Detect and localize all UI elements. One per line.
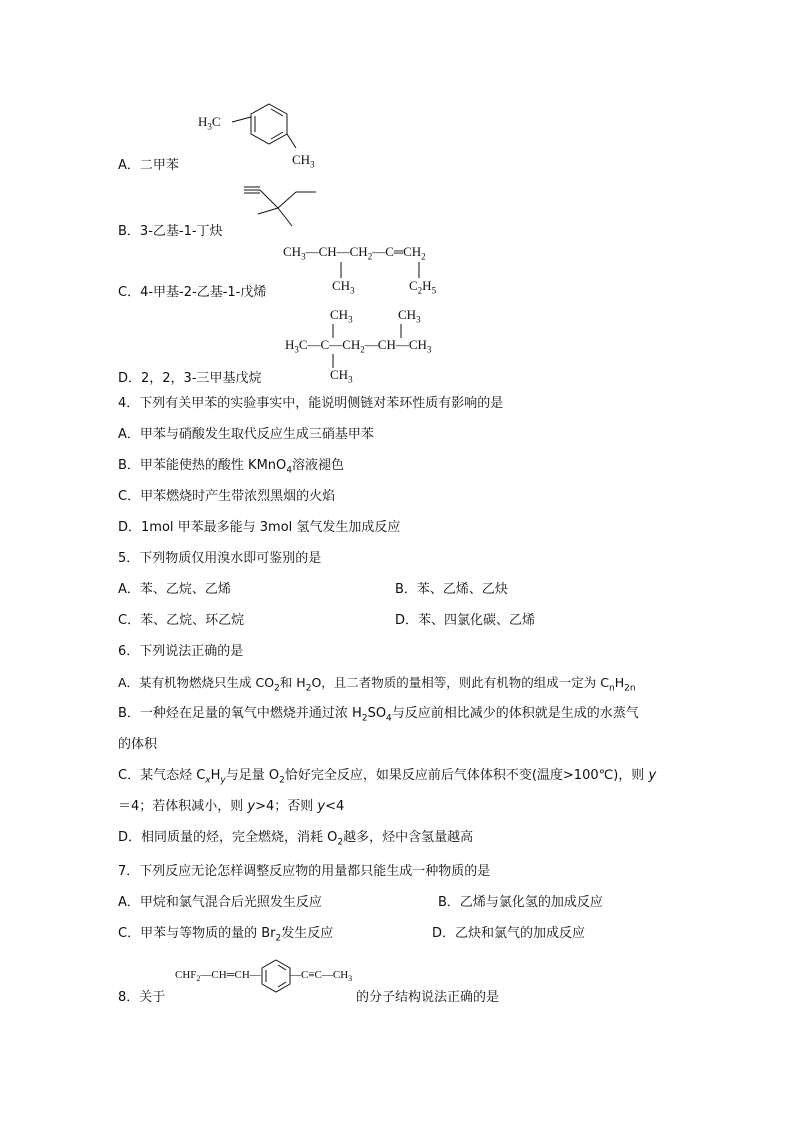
q3-option-a: A．二甲苯 [118, 158, 179, 173]
q7-option-b: B．乙烯与氯化氢的加成反应 [438, 895, 603, 910]
q7-stem: 7．下列反应无论怎样调整反应物的用量都只能生成一种物质的是 [118, 864, 491, 879]
q5-option-b: B．苯、乙烯、乙炔 [395, 582, 508, 597]
q6-option-c-line2: ＝4；若体积减小，则 y>4；否则 y<4 [118, 799, 345, 814]
q3-option-d: D．2，2，3-三甲基戊烷 [118, 371, 262, 386]
struct-d-top-ch3-1: $CH_3$ [330, 307, 353, 325]
q4-option-b: B．甲苯能使热的酸性 KMnO$_4$溶液褪色 [118, 458, 345, 476]
q3-option-c: C．4-甲基-2-乙基-1-戊烯 [118, 285, 267, 300]
q6-option-c-line1: C．某气态烃 $C_xH_y$与足量 $O_2$恰好完全反应，如果反应前后气体体积不变(温度>100℃)，则 y [118, 768, 657, 786]
struct-d-top-ch3-2: $CH_3$ [398, 307, 421, 325]
q4-option-a: A．甲苯与硝酸发生取代反应生成三硝基甲苯 [118, 427, 374, 442]
q6-option-b-line2: 的体积 [118, 737, 158, 752]
q7-option-a: A．甲烷和氯气混合后光照发生反应 [118, 895, 322, 910]
struct-8-left-group: $CHF_2—CH═CH—$ [175, 969, 261, 984]
struct-a-h3c: $H_3C$ [198, 114, 221, 132]
q4-stem: 4．下列有关甲苯的实验事实中，能说明侧链对苯环性质有影响的是 [118, 396, 504, 411]
q5-option-a: A．苯、乙烷、乙烯 [118, 582, 231, 597]
q7-option-c: C．甲苯与等物质的量的 $Br_2$发生反应 [118, 926, 334, 944]
struct-c-c2h5-branch: $C_2H_5$ [409, 278, 437, 296]
q5-option-d: D．苯、四氯化碳、乙烯 [395, 613, 536, 628]
q5-stem: 5．下列物质仅用溴水即可鉴别的是 [118, 551, 322, 566]
q7-option-d: D．乙炔和氯气的加成反应 [432, 926, 586, 941]
q3-option-b: B．3-乙基-1-丁炔 [118, 224, 223, 239]
q6-option-a: A．某有机物燃烧只生成 $CO_2$和 $H_2O$，且二者物质的量相等，则此有机物的组成一定为 $C_nH_{2n}$ [118, 675, 636, 694]
q4-option-c: C．甲苯燃烧时产生带浓烈黑烟的火焰 [118, 489, 336, 504]
q5-option-c: C．苯、乙烷、环乙烷 [118, 613, 245, 628]
q6-stem: 6．下列说法正确的是 [118, 644, 244, 659]
struct-a-benzene-ring [230, 100, 310, 160]
struct-d-main-chain: $H_3C—C—CH_2—CH—CH_3$ [285, 337, 432, 355]
q8-suffix: 的分子结构说法正确的是 [356, 990, 500, 1005]
q8-prefix: 8．关于 [118, 990, 166, 1005]
struct-c-ch3-branch: $CH_3$ [332, 278, 355, 296]
struct-d-bottom-ch3: $CH_3$ [330, 367, 353, 385]
q6-option-d: D．相同质量的烃，完全燃烧，消耗 $O_2$越多，烃中含氢量越高 [118, 830, 474, 848]
struct-8-right-group: $—C\equiv C—CH_3$ [290, 969, 353, 984]
struct-a-ch3: $CH_3$ [292, 152, 315, 170]
struct-8-benzene-ring [258, 958, 294, 994]
struct-b-skeletal [240, 184, 330, 234]
q4-option-d: D．1mol 甲苯最多能与 3mol 氢气发生加成反应 [118, 520, 401, 535]
struct-c-main-chain: $CH_3—CH—CH_2—C═CH_2$ [283, 244, 426, 262]
q6-option-b-line1: B．一种烃在足量的氧气中燃烧并通过浓 $H_2SO_4$与反应前相比减少的体积就是生成的水蒸气 [118, 706, 639, 724]
